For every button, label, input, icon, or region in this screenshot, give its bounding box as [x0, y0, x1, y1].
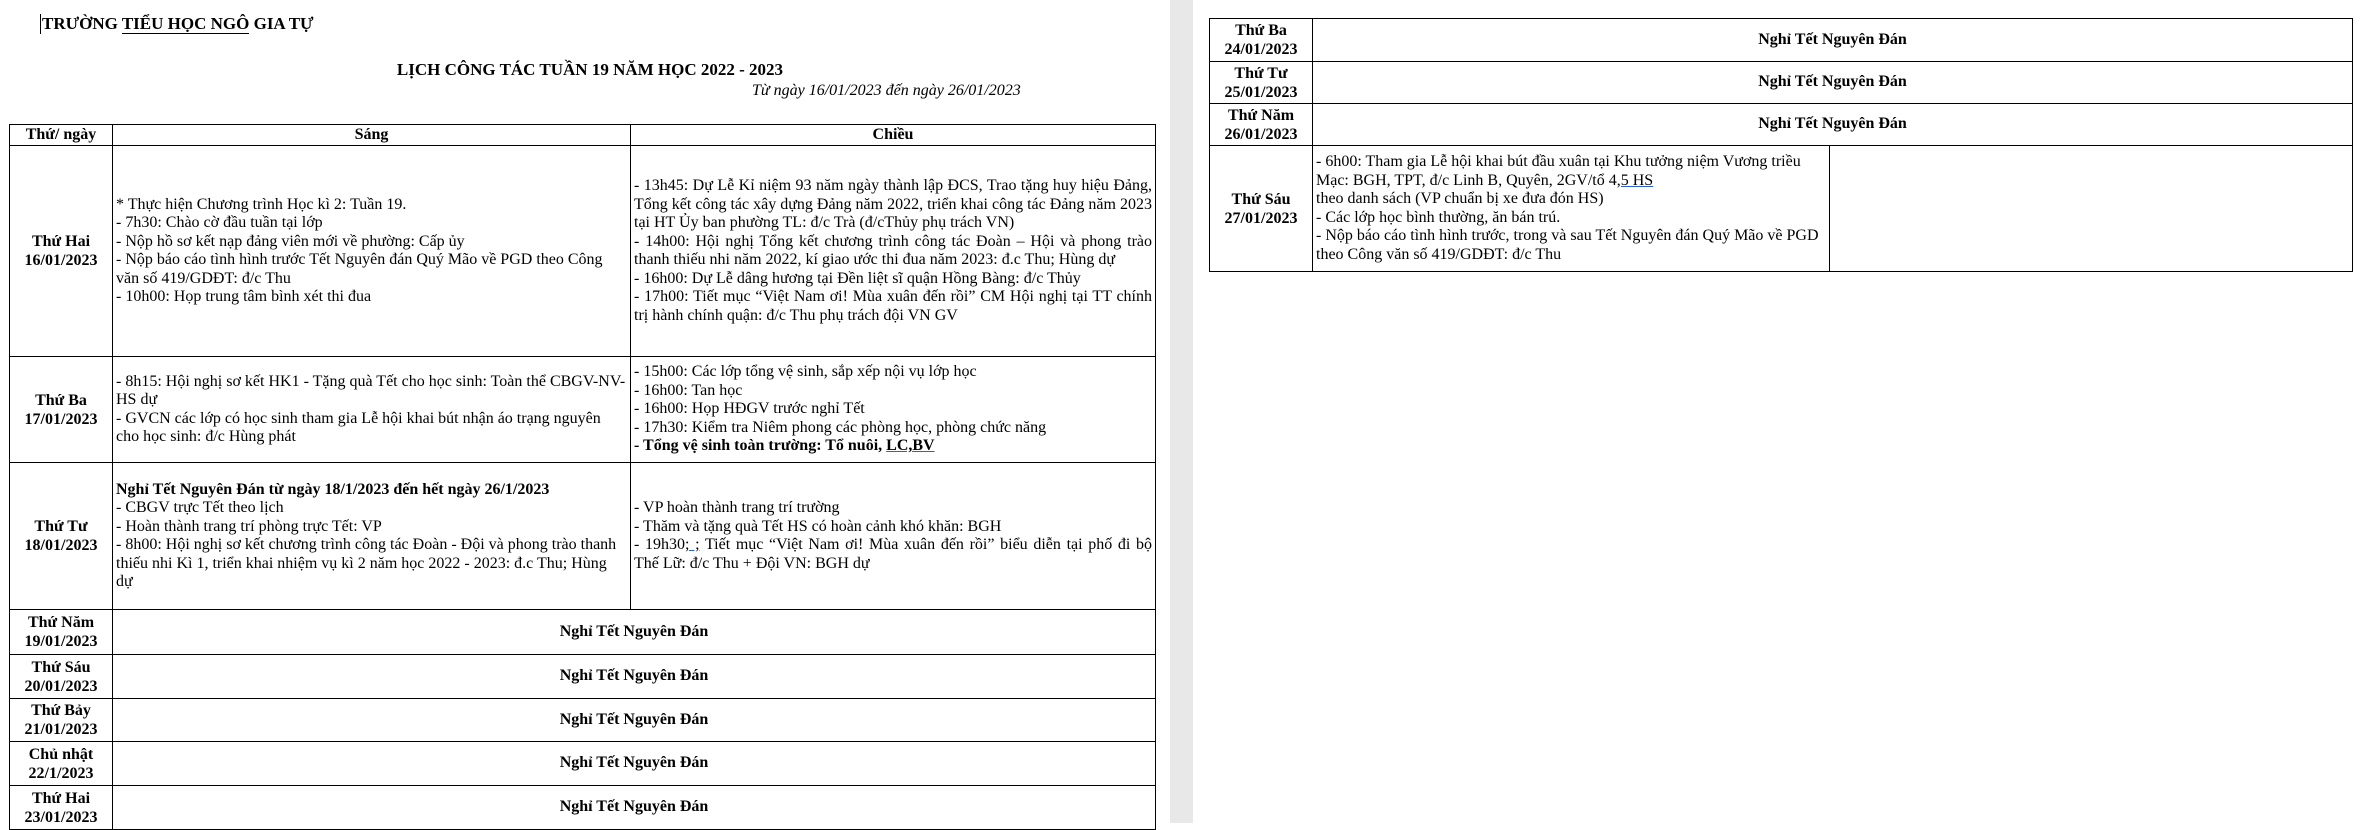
column-header-morning: Sáng — [113, 125, 631, 146]
table-row — [10, 742, 1156, 786]
schedule-line — [634, 419, 1152, 438]
table-row — [10, 463, 1156, 610]
day-cell — [10, 610, 113, 655]
day-name: Thứ Ba — [35, 391, 87, 409]
schedule-line — [116, 214, 627, 233]
schedule-line — [634, 233, 1152, 270]
line-text: - Nộp báo cáo tình hình trước Tết Nguyên đán Quý Mão về PGD theo Công văn số 419/GDĐT: đ/c Thu — [116, 251, 603, 287]
line-text: - Tổng vệ sinh toàn trường: Tổ nuôi, — [634, 437, 887, 455]
schedule-line — [634, 518, 1152, 537]
day-date: 27/01/2023 — [1224, 209, 1298, 227]
day-name: Thứ Ba — [1235, 22, 1287, 39]
table-header-row — [10, 125, 1156, 146]
table-row — [1210, 104, 2353, 146]
line-text: - Các lớp học bình thường, ăn bán trú. — [1316, 208, 1561, 226]
underlined-text: LC,BV — [886, 437, 935, 455]
line-text: - 16h00: Họp HĐGV trước nghỉ Tết — [634, 400, 865, 418]
line-text: - 19h30 — [634, 536, 685, 553]
document-title: LỊCH CÔNG TÁC TUẦN 19 NĂM HỌC 2022 - 2023 — [396, 60, 784, 79]
schedule-line — [634, 382, 1152, 401]
line-text: - 8h00: Hội nghị sơ kết chương trình công tác Đoàn - Đội và phong trào thanh thiếu nhi Kì 1, triển khai nhiệm vụ kì 2 năm học 2022 - 2023: đ.c Thu; Hùng dự — [116, 536, 617, 590]
holiday-cell: Nghỉ Tết Nguyên Đán — [1313, 104, 2353, 146]
day-cell — [1210, 146, 1313, 272]
schedule-line — [116, 251, 627, 288]
schedule-line — [116, 481, 627, 500]
line-text: - Nộp báo cáo tình hình trước, trong và sau Tết Nguyên đán Quý Mão về PGD theo Công văn số 419/GDĐT: đ/c Thu — [1316, 227, 1819, 263]
line-text: - 13h45: Dự Lễ Kỉ niệm 93 năm ngày thành lập ĐCS, Trao tặng huy hiệu Đảng, Tổng kết công tác xây dựng Đảng năm 2022, triển khai công tác Đảng năm 2023 tại HT Ủy ban phường TL: đ/c Trà (đ/cThủy phụ trách VN) — [634, 177, 1152, 231]
schedule-line — [1316, 209, 1826, 228]
day-name: Thứ Tư — [1234, 64, 1288, 82]
day-date: 17/01/2023 — [24, 410, 98, 428]
afternoon-cell — [631, 146, 1156, 357]
day-cell — [1210, 19, 1313, 62]
line-text: - 15h00: Các lớp tổng vệ sinh, sắp xếp nội vụ lớp học — [634, 363, 977, 381]
underlined-text: ,5 HS — [1616, 171, 1654, 189]
holiday-cell: Nghỉ Tết Nguyên Đán — [113, 699, 1156, 742]
schedule-line — [634, 536, 1152, 573]
holiday-cell: Nghỉ Tết Nguyên Đán — [113, 786, 1156, 830]
table-row — [10, 357, 1156, 463]
morning-cell — [113, 463, 631, 610]
line-text: - GVCN các lớp có học sinh tham gia Lễ hội khai bút nhận áo trạng nguyên cho học sinh: đ/c Hùng phát — [116, 409, 601, 445]
day-date: 18/01/2023 — [24, 537, 98, 554]
schedule-line — [634, 270, 1152, 289]
schedule-line — [116, 499, 627, 518]
schedule-table — [9, 124, 1156, 830]
schedule-line — [116, 518, 627, 537]
schedule-line — [116, 196, 627, 215]
line-text: - CBGV trực Tết theo lịch — [116, 499, 284, 516]
afternoon-cell — [631, 463, 1156, 610]
day-name: Thứ Sáu — [31, 658, 91, 676]
line-text: - 16h00: Dự Lễ dâng hương tại Đền liệt sĩ quận Hồng Bàng: đ/c Thủy — [634, 269, 1081, 287]
school-name-part: TRƯỜNG — [42, 14, 122, 33]
column-header-afternoon: Chiều — [631, 125, 1156, 146]
day-cell — [10, 655, 113, 699]
school-name-part: GIA TỰ — [249, 14, 314, 33]
day-date: 22/1/2023 — [28, 764, 94, 782]
day-name: Thứ Bảy — [31, 702, 91, 719]
day-name: Thứ Năm — [27, 614, 95, 631]
date-range: Từ ngày 16/01/2023 đến ngày 26/01/2023 — [752, 82, 1021, 99]
document-page-left — [0, 0, 1170, 826]
line-text: - 8h15: Hội nghị sơ kết HK1 - Tặng quà Tết cho học sinh: Toàn thể CBGV-NV-HS dự — [116, 372, 626, 408]
schedule-line — [116, 410, 627, 447]
day-date: 24/01/2023 — [1224, 41, 1298, 58]
day-cell — [1210, 62, 1313, 104]
line-text: - Nộp hồ sơ kết nạp đảng viên mới về phường: Cấp ủy — [116, 232, 465, 250]
schedule-line — [1316, 227, 1826, 264]
morning-cell — [1313, 146, 1830, 272]
line-text: Nghỉ Tết Nguyên Đán từ ngày 18/1/2023 đến hết ngày 26/1/2023 — [116, 480, 550, 498]
morning-cell — [113, 146, 631, 357]
day-cell — [1210, 104, 1313, 146]
day-date: 19/01/2023 — [24, 633, 98, 650]
afternoon-cell — [631, 357, 1156, 463]
line-text: - 6h00: Tham gia Lễ hội khai bút đầu xuân tại Khu tưởng niệm Vương triều Mạc: BGH, TPT, đ/c Linh B, Quyên, 2GV/tổ 4 — [1316, 153, 1801, 189]
line-text: - Thăm và tặng quà Tết HS có hoàn cảnh khó khăn: BGH — [634, 517, 1002, 535]
holiday-cell: Nghỉ Tết Nguyên Đán — [1313, 19, 2353, 62]
day-name: Thứ Hai — [31, 789, 91, 807]
table-row — [10, 146, 1156, 357]
page-gutter — [1170, 0, 1193, 823]
day-date: 23/01/2023 — [24, 808, 98, 826]
line-text: - 17h00: Tiết mục “Việt Nam ơi! Mùa xuân đến rồi” CM Hội nghị tại TT chính trị hành chính quận: đ/c Thu phụ trách đội VN GV — [634, 288, 1152, 324]
schedule-line — [634, 177, 1152, 233]
day-date: 25/01/2023 — [1224, 83, 1298, 101]
line-text: Tiết mục “Việt Nam ơi! Mùa xuân đến rồi” biểu diễn tại phố đi bộ Thế Lữ: đ/c Thu + Đội VN: BGH dự — [634, 536, 1153, 572]
line-text: - 10h00: Họp trung tâm bình xét thi đua — [116, 288, 372, 305]
holiday-cell: Nghỉ Tết Nguyên Đán — [113, 610, 1156, 655]
day-name: Thứ Tư — [34, 518, 88, 535]
morning-cell — [113, 357, 631, 463]
day-date: 21/01/2023 — [24, 721, 98, 738]
schedule-line — [116, 373, 627, 410]
schedule-line — [116, 288, 627, 307]
day-date: 26/01/2023 — [1224, 125, 1298, 143]
schedule-line — [1316, 190, 1826, 209]
table-row — [1210, 19, 2353, 62]
holiday-cell: Nghỉ Tết Nguyên Đán — [113, 655, 1156, 699]
schedule-line — [634, 288, 1152, 325]
day-name: Thứ Hai — [31, 233, 91, 250]
holiday-cell: Nghỉ Tết Nguyên Đán — [1313, 62, 2353, 104]
line-text: - 17h30: Kiểm tra Niêm phong các phòng học, phòng chức năng — [634, 418, 1047, 436]
line-text: - 7h30: Chào cờ đầu tuần tại lớp — [116, 214, 323, 231]
schedule-line — [634, 363, 1152, 382]
school-name-underlined: TIỂU HỌC NGÔ — [121, 14, 250, 33]
table-row — [10, 655, 1156, 699]
column-header-day: Thứ/ ngày — [10, 125, 113, 146]
day-cell — [10, 146, 113, 357]
day-name: Thứ Sáu — [1231, 190, 1291, 208]
day-cell — [10, 357, 113, 463]
table-row — [10, 699, 1156, 742]
schedule-line — [116, 536, 627, 592]
day-date: 16/01/2023 — [24, 252, 98, 269]
schedule-line — [634, 400, 1152, 419]
table-row — [10, 610, 1156, 655]
line-text: - 14h00: Hội nghị Tổng kết chương trình công tác Đoàn – Hội và phong trào thanh thiếu nhi năm 2022, kí giao ước thi đua năm 2023: đ.c Thu; Hùng dự — [634, 232, 1152, 268]
afternoon-cell — [1830, 146, 2353, 272]
school-name — [40, 14, 314, 34]
day-cell — [10, 463, 113, 610]
day-name: Chủ nhật — [28, 745, 94, 763]
line-text: * Thực hiện Chương trình Học kì 2: Tuần 19. — [116, 195, 407, 213]
schedule-line — [634, 499, 1152, 518]
schedule-line — [116, 233, 627, 252]
table-row — [1210, 62, 2353, 104]
underlined-text: ; ; — [685, 536, 700, 553]
line-text: - VP hoàn thành trang trí trường — [634, 499, 840, 516]
line-text: - Hoàn thành trang trí phòng trực Tết: VP — [116, 517, 382, 535]
holiday-cell: Nghỉ Tết Nguyên Đán — [113, 742, 1156, 786]
line-text: - 16h00: Tan học — [634, 381, 743, 399]
schedule-table-continued — [1209, 18, 2353, 272]
day-date: 20/01/2023 — [24, 677, 98, 695]
schedule-line — [1316, 153, 1826, 190]
schedule-line — [634, 437, 1152, 456]
table-row — [1210, 146, 2353, 272]
day-cell — [10, 742, 113, 786]
day-name: Thứ Năm — [1227, 106, 1295, 124]
line-text: theo danh sách (VP chuẩn bị xe đưa đón HS) — [1316, 190, 1604, 207]
day-cell — [10, 699, 113, 742]
